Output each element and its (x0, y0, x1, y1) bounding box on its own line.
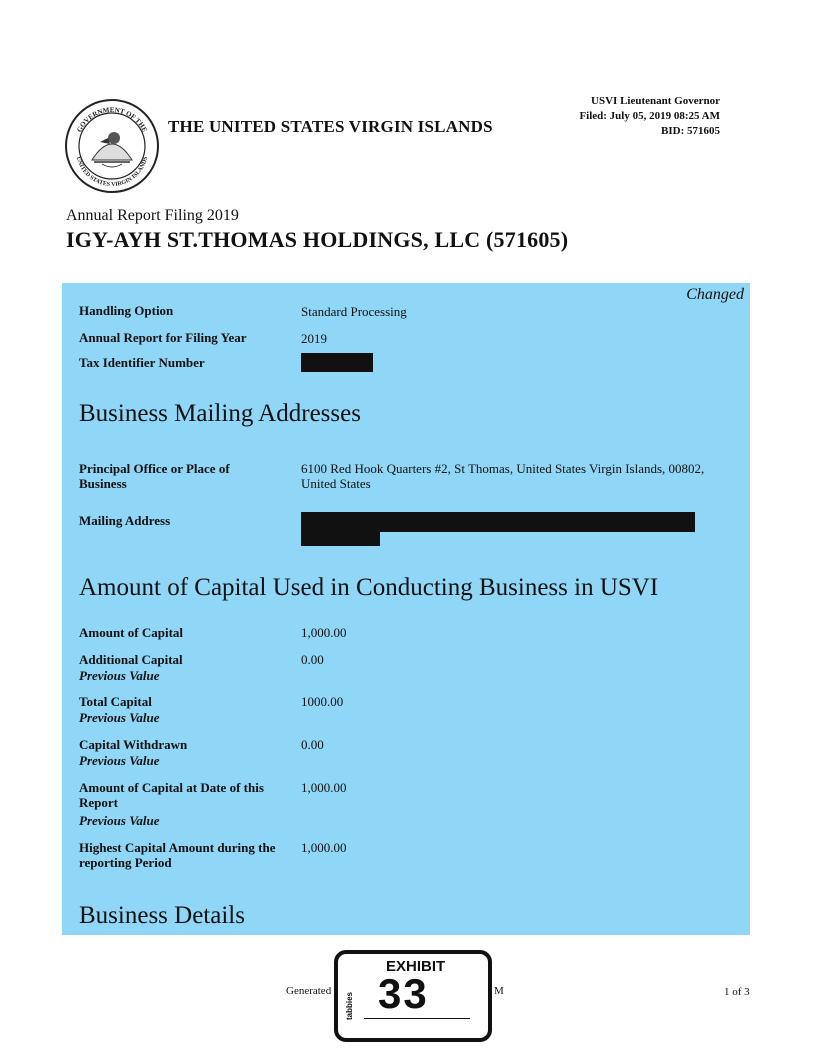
tax-id-redaction (301, 353, 373, 372)
seal-text-bottom: UNITED STATES VIRGIN ISLANDS (74, 156, 150, 189)
handling-option-value: Standard Processing (301, 304, 407, 319)
mailing-section-title: Business Mailing Addresses (79, 400, 361, 427)
mailing-address-label: Mailing Address (79, 513, 171, 528)
amount-of-capital-value: 1,000.00 (301, 625, 347, 640)
entity-name: IGY-AYH ST.THOMAS HOLDINGS, LLC (571605) (66, 227, 569, 252)
exhibit-brand-text: tabbies (345, 991, 354, 1020)
state-seal (64, 98, 160, 194)
business-id: BID: 571605 (661, 125, 720, 137)
exhibit-number: 33 (378, 970, 429, 1017)
exhibit-sticker (334, 950, 492, 1042)
report-type: Annual Report Filing 2019 (66, 207, 239, 224)
capital-withdrawn-label: Capital Withdrawn (79, 737, 188, 752)
total-capital-previous-label: Previous Value (79, 710, 160, 725)
filed-date: Filed: July 05, 2019 08:25 AM (579, 110, 720, 122)
additional-capital-previous-label: Previous Value (79, 668, 160, 683)
principal-office-value: 6100 Red Hook Quarters #2, St Thomas, United States Virgin Islands, 00802, United States (301, 461, 705, 491)
mailing-address-redaction-1 (301, 512, 695, 532)
seal-text-top: GOVERNMENT OF THE (75, 106, 149, 134)
capital-section-title: Amount of Capital Used in Conducting Business in USVI (79, 574, 659, 601)
total-capital-value: 1000.00 (301, 694, 344, 709)
generated-time-suffix: M (494, 985, 504, 997)
generated-label: Generated (286, 985, 332, 997)
tax-id-label: Tax Identifier Number (79, 355, 205, 370)
amount-of-capital-label: Amount of Capital (79, 625, 184, 640)
additional-capital-label: Additional Capital (79, 652, 183, 667)
exhibit-brand-mark (342, 976, 356, 1022)
page-number: 1 of 3 (724, 986, 750, 998)
capital-withdrawn-previous-label: Previous Value (79, 753, 160, 768)
filing-year-label: Annual Report for Filing Year (79, 330, 247, 345)
mailing-address-redaction-2 (301, 530, 380, 546)
highest-capital-label: Highest Capital Amount during the reporting Period (79, 840, 276, 870)
filing-stamp (579, 94, 720, 139)
capital-withdrawn-value: 0.00 (301, 737, 324, 752)
changed-badge: Changed (686, 286, 744, 303)
report-panel (62, 283, 750, 935)
principal-office-label: Principal Office or Place of Business (79, 461, 230, 491)
additional-capital-value: 0.00 (301, 652, 324, 667)
capital-at-report-date-previous-label: Previous Value (79, 813, 160, 828)
capital-at-report-date-value: 1,000.00 (301, 780, 347, 795)
capital-at-report-date-label: Amount of Capital at Date of this Report (79, 780, 264, 810)
exhibit-underline (364, 1018, 470, 1019)
exhibit-word: EXHIBIT (386, 958, 446, 975)
filing-year-value: 2019 (301, 331, 327, 346)
state-name-heading: THE UNITED STATES VIRGIN ISLANDS (168, 117, 493, 136)
filing-office: USVI Lieutenant Governor (591, 95, 720, 107)
total-capital-label: Total Capital (79, 694, 152, 709)
highest-capital-value: 1,000.00 (301, 840, 347, 855)
business-details-title: Business Details (79, 902, 245, 929)
handling-option-label: Handling Option (79, 303, 174, 318)
